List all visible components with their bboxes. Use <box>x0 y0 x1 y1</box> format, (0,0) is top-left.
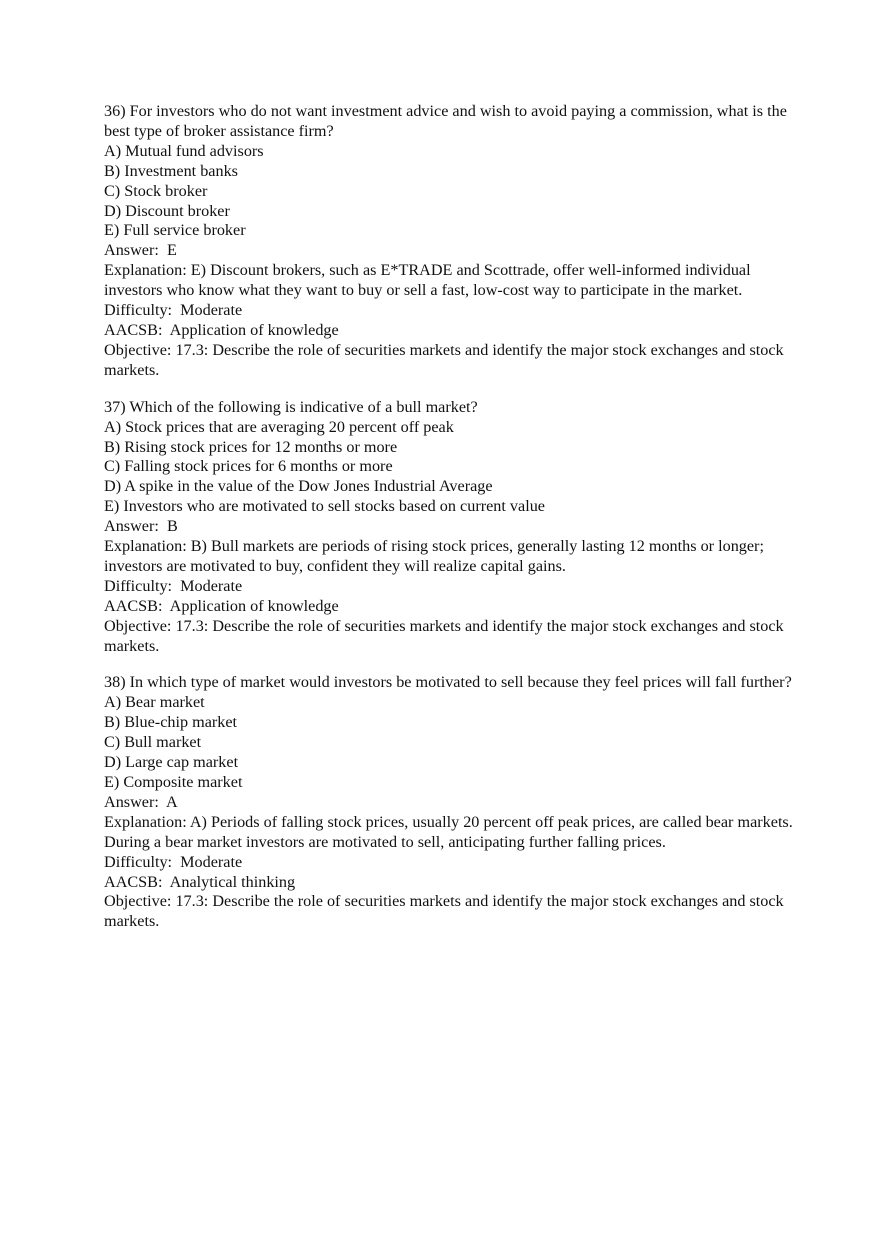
option-e: E) Full service broker <box>104 221 246 240</box>
aacsb: AACSB: Application of knowledge <box>104 320 339 339</box>
option-a: A) Stock prices that are averaging 20 percent off peak <box>104 417 454 436</box>
answer: Answer: B <box>104 517 178 536</box>
question-stem: 37) Which of the following is indicative of a bull market? <box>104 397 478 416</box>
option-b: B) Blue-chip market <box>104 713 238 732</box>
difficulty: Difficulty: Moderate <box>104 301 243 320</box>
answer: Answer: E <box>104 241 177 260</box>
option-c: C) Falling stock prices for 6 months or more <box>104 457 393 476</box>
aacsb: AACSB: Application of knowledge <box>104 596 339 615</box>
option-c: C) Bull market <box>104 733 202 752</box>
option-b: B) Rising stock prices for 12 months or more <box>104 437 398 456</box>
option-d: D) Large cap market <box>104 753 239 772</box>
objective: Objective: 17.3: Describe the role of securities markets and identify the major stock exchanges and stock markets. <box>104 892 784 931</box>
difficulty: Difficulty: Moderate <box>104 576 243 595</box>
option-e: E) Investors who are motivated to sell stocks based on current value <box>104 497 545 516</box>
answer: Answer: A <box>104 792 178 811</box>
option-e: E) Composite market <box>104 773 243 791</box>
difficulty: Difficulty: Moderate <box>104 852 243 871</box>
question-36 <box>104 102 794 381</box>
objective: Objective: 17.3: Describe the role of securities markets and identify the major stock exchanges and stock markets. <box>104 616 784 655</box>
explanation: Explanation: B) Bull markets are periods of rising stock prices, generally lasting 12 months or longer; investors are motivated to buy, confident they will realize capital gains. <box>104 537 764 575</box>
question-stem: 38) In which type of market would investors be motivated to sell because they feel prices will fall further? <box>104 673 792 692</box>
explanation: Explanation: E) Discount brokers, such as E*TRADE and Scottrade, offer well-informed individual investors who know what they want to buy or sell a fast, low-cost way to participate in the market. <box>104 261 751 300</box>
objective: Objective: 17.3: Describe the role of securities markets and identify the major stock exchanges and stock markets. <box>104 340 784 379</box>
document-page <box>104 102 794 949</box>
option-d: D) A spike in the value of the Dow Jones Industrial Average <box>104 477 493 496</box>
option-a: A) Mutual fund advisors <box>104 141 264 160</box>
question-37 <box>104 398 794 657</box>
question-stem: 36) For investors who do not want investment advice and wish to avoid paying a commission, what is the best type of broker assistance firm? <box>104 102 787 140</box>
option-a: A) Bear market <box>104 693 205 712</box>
question-38 <box>104 673 794 932</box>
option-c: C) Stock broker <box>104 181 208 200</box>
option-b: B) Investment banks <box>104 161 238 180</box>
option-d: D) Discount broker <box>104 201 230 220</box>
explanation: Explanation: A) Periods of falling stock prices, usually 20 percent off peak prices, are called bear markets. During a bear market investors are motivated to sell, anticipating further falling prices. <box>104 812 793 851</box>
aacsb: AACSB: Analytical thinking <box>104 872 296 891</box>
